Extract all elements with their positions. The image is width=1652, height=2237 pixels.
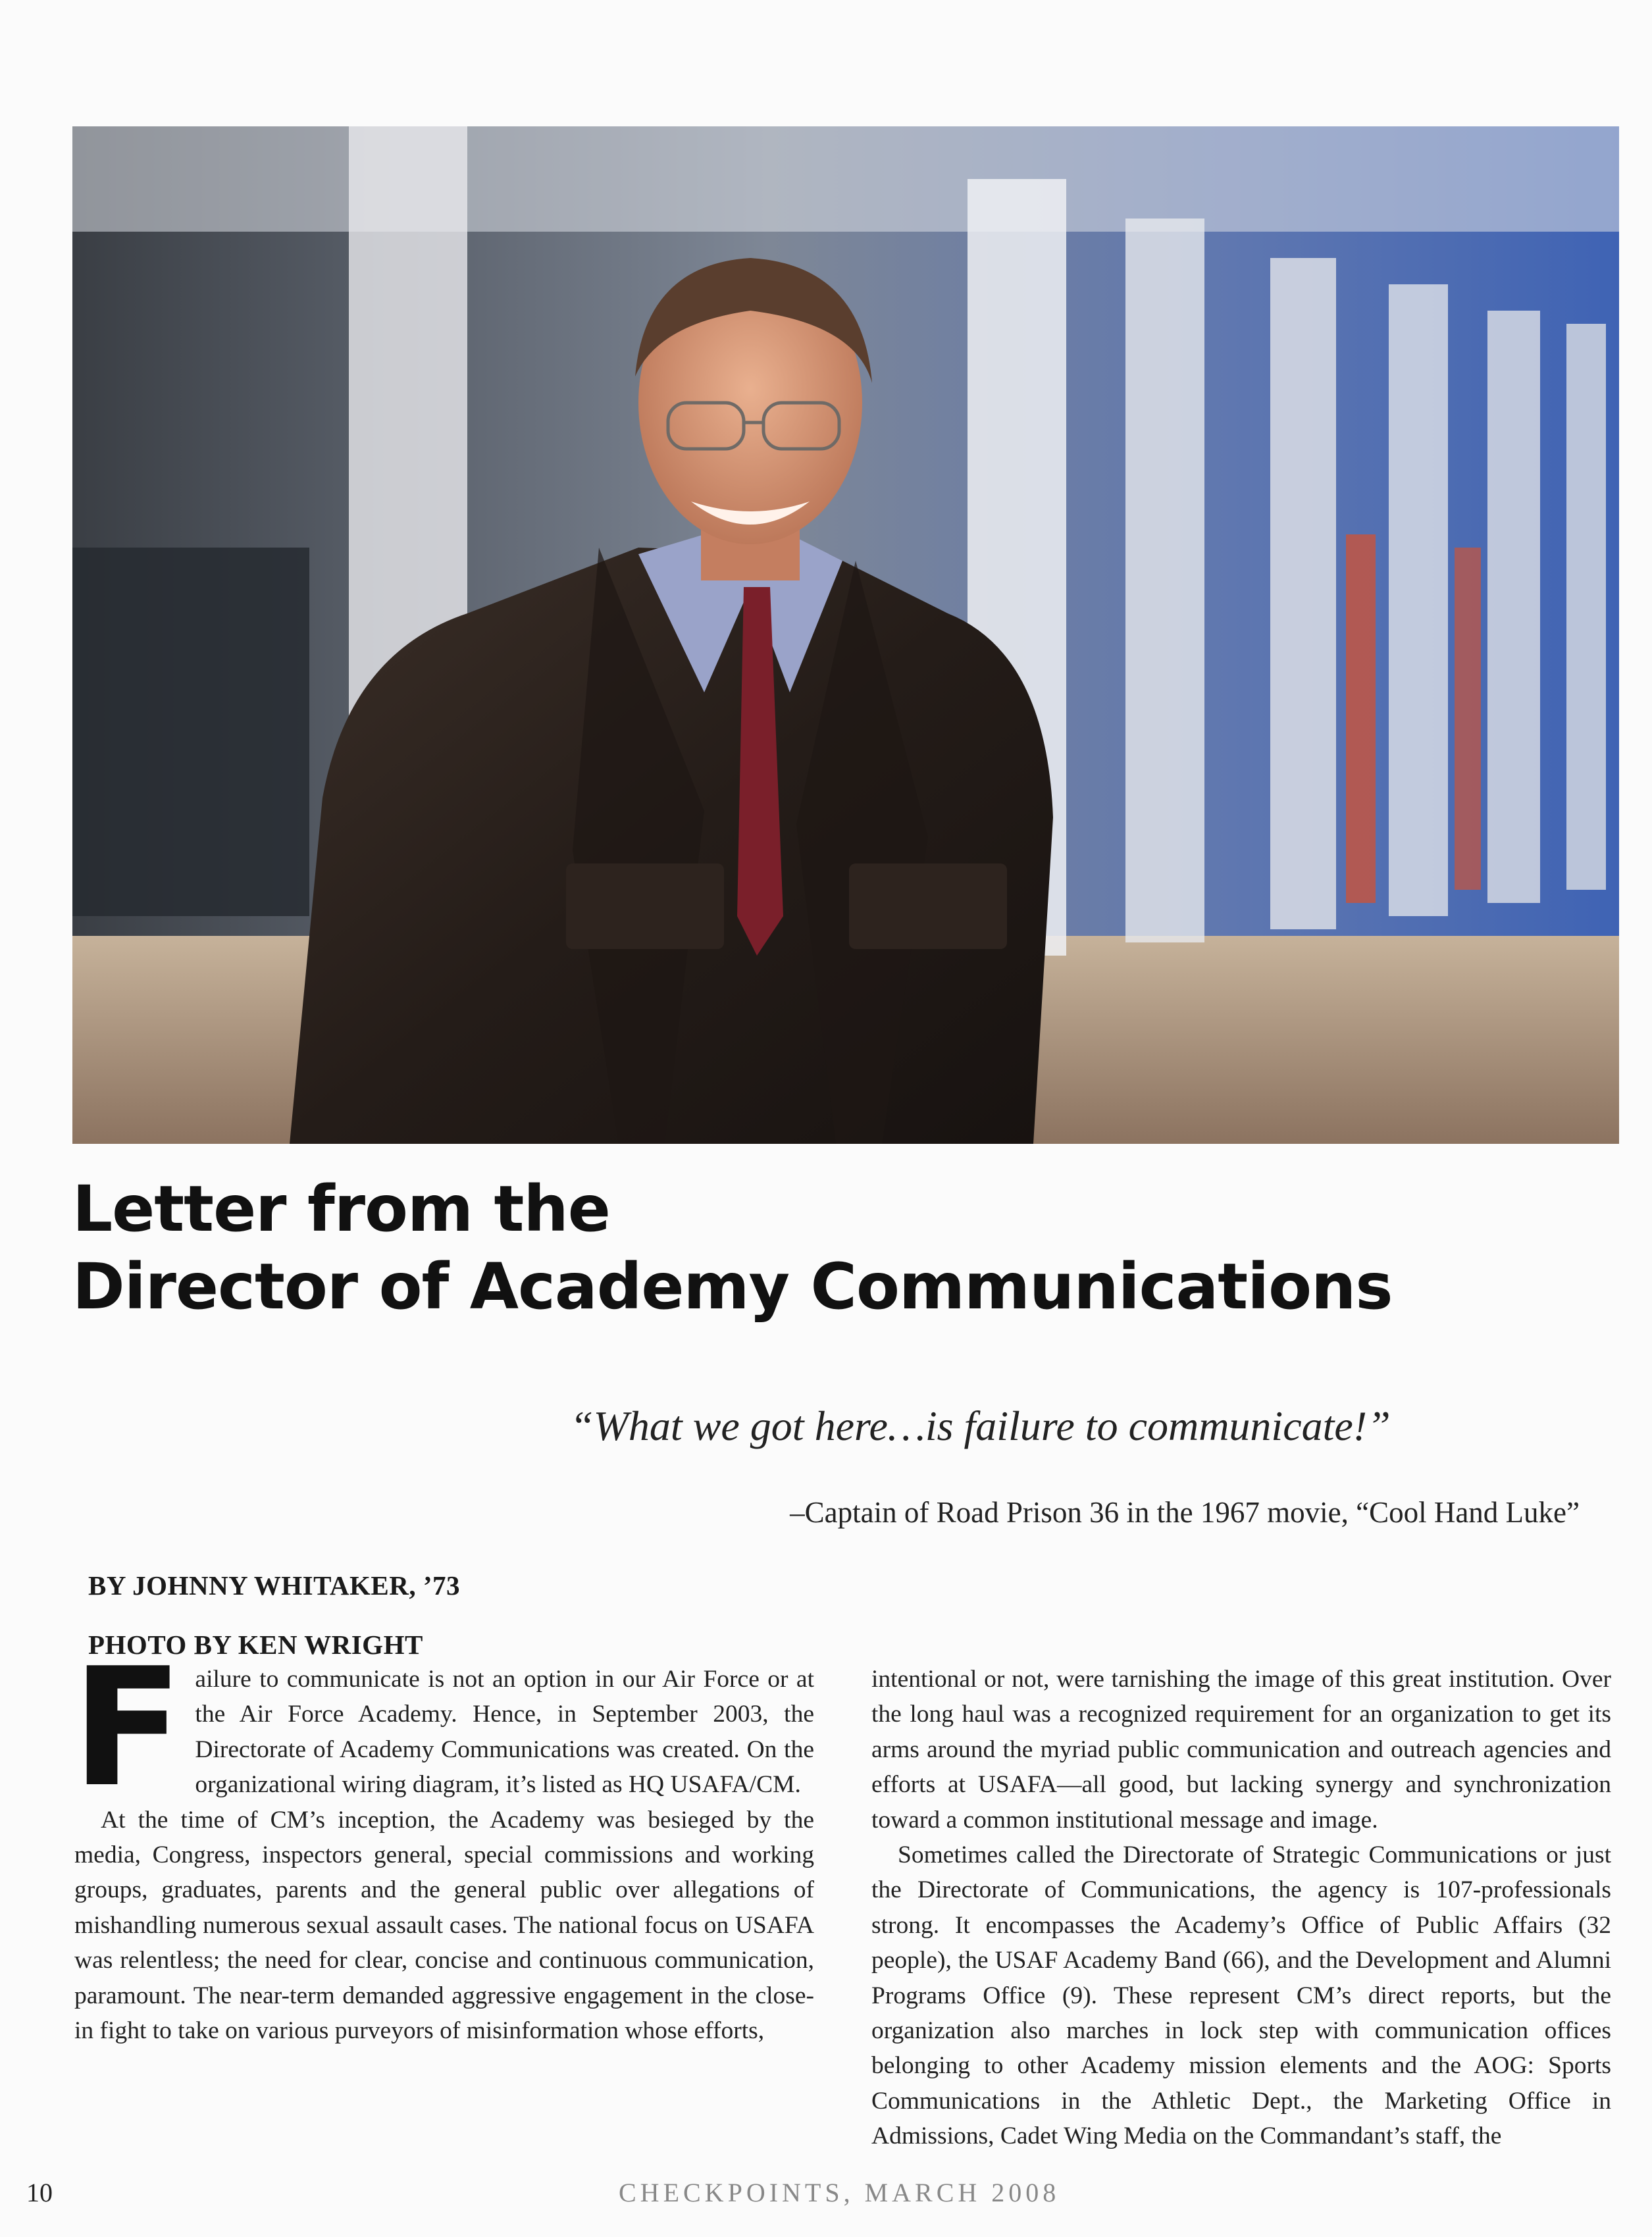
headline-line-1: Letter from the: [72, 1172, 610, 1246]
drop-cap: F: [72, 1633, 184, 1823]
author-credit: BY JOHNNY WHITAKER, ’73: [88, 1570, 461, 1601]
page-number: 10: [26, 2178, 53, 2207]
photo-credit: PHOTO BY KEN WRIGHT: [88, 1630, 423, 1660]
article-headline: [72, 1170, 1393, 1325]
paragraph-2: At the time of CM’s inception, the Academy was besieged by the media, Congress, inspectors general, special commissions and working groups, graduates, parents and the general public over allegations of mishandling numerous sexual assault cases. The national focus on USAFA was relentless; the need for clear, concise and continuous communication, paramount. The near-term demanded aggressive engagement in the close-in fight to take on various purveyors of misinformation whose efforts,: [74, 1806, 814, 2045]
paragraph-2-continued: intentional or not, were tarnishing the image of this great institution. Over the long haul was a recognized requirement for an organization to get its arms around the myriad public communication and outreach agencies and efforts at USAFA—all good, but lacking synergy and synchronization toward a common institutional message and image.: [871, 1666, 1611, 1834]
paragraph-3: Sometimes called the Directorate of Strategic Communications or just the Directorate of Communications, the agency is 107-professionals strong. It encompasses the Academy’s Office of Public Affairs (32 people), the USAF Academy Band (66), and the Development and Alumni Programs Office (9). These represent CM’s direct reports, but the organization also marches in lock step with communication offices belonging to other Academy mission elements and the AOG: Sports Communications in the Athletic Dept., the Marketing Office in Admissions, Cadet Wing Media on the Commandant’s staff, the: [871, 1841, 1611, 2150]
publication-footer: CHECKPOINTS, MARCH 2008: [619, 2178, 1060, 2207]
paragraph-1: ailure to communicate is not an option in our Air Force or at the Air Force Academy. Hence, in September 2003, the Directorate of Academy Communications was created. On the organizational wiring diagram, it’s listed as HQ USAFA/CM.: [195, 1666, 814, 1799]
headline-line-2: Director of Academy Communications: [72, 1250, 1393, 1324]
photo-illustration: [72, 126, 1619, 1144]
epigraph-attribution: –Captain of Road Prison 36 in the 1967 movie, “Cool Hand Luke”: [790, 1496, 1580, 1529]
epigraph-quote: “What we got here…is failure to communicate!”: [570, 1402, 1391, 1449]
portrait-photo: [72, 126, 1619, 1144]
body-column-right: [871, 1662, 1611, 2154]
